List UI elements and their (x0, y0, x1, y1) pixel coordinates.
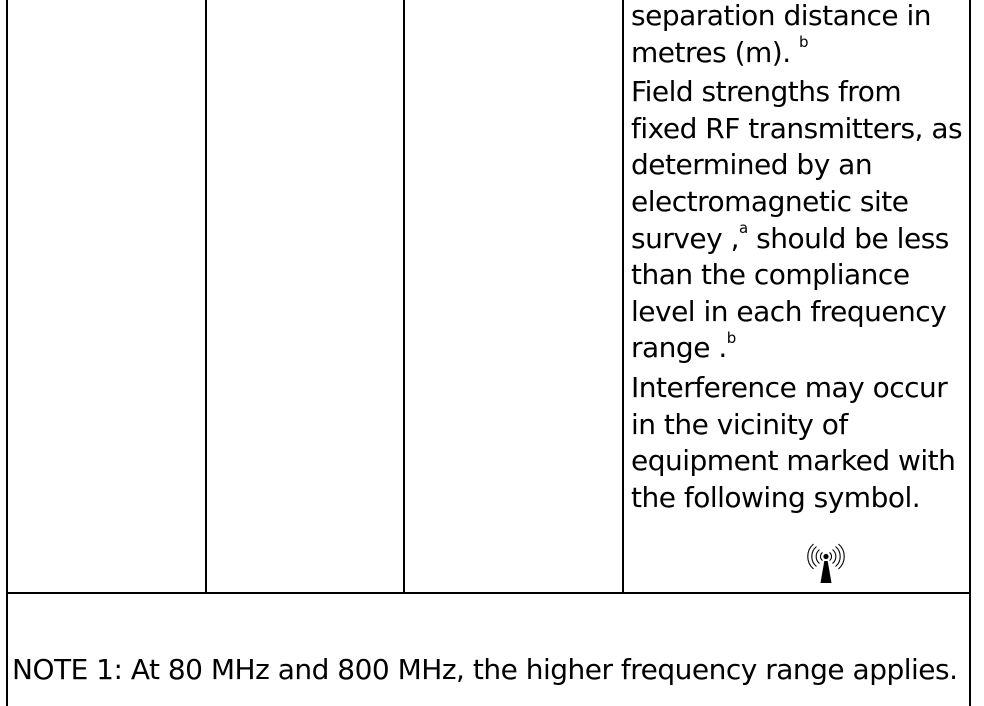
text-line: range .$^b$ (631, 329, 736, 365)
footnote-marker: a (739, 219, 748, 238)
text-line: determined by an (631, 148, 873, 182)
column-divider-3 (622, 0, 624, 594)
text-line: metres (m). $^b$ (631, 33, 809, 69)
text-line: in the vicinity of (631, 407, 848, 441)
column-divider-2 (403, 0, 405, 594)
text-line: electromagnetic site (631, 184, 909, 218)
text-line: survey ,$^a$ should be less (631, 219, 949, 255)
footnote-marker: b (726, 329, 736, 348)
column-divider-1 (205, 0, 207, 594)
text-line: fixed RF transmitters, as (631, 111, 963, 145)
text-line: than the compliance (631, 258, 910, 292)
table-note: NOTE 1: At 80 MHz and 800 MHz, the higher frequency range applies. (12, 653, 958, 686)
text-line: Field strengths from (631, 75, 902, 109)
row-divider (6, 592, 971, 594)
footnote-marker: b (799, 33, 809, 52)
text-line: the following symbol. (631, 480, 921, 514)
non-ionizing-radiation-icon (805, 543, 847, 585)
table-cell-guidance (631, 0, 967, 516)
text-line: level in each frequency (631, 294, 947, 328)
text-line: Interference may occur (631, 370, 948, 404)
text-line: equipment marked with (631, 444, 956, 478)
text-line: separation distance in (631, 0, 932, 32)
